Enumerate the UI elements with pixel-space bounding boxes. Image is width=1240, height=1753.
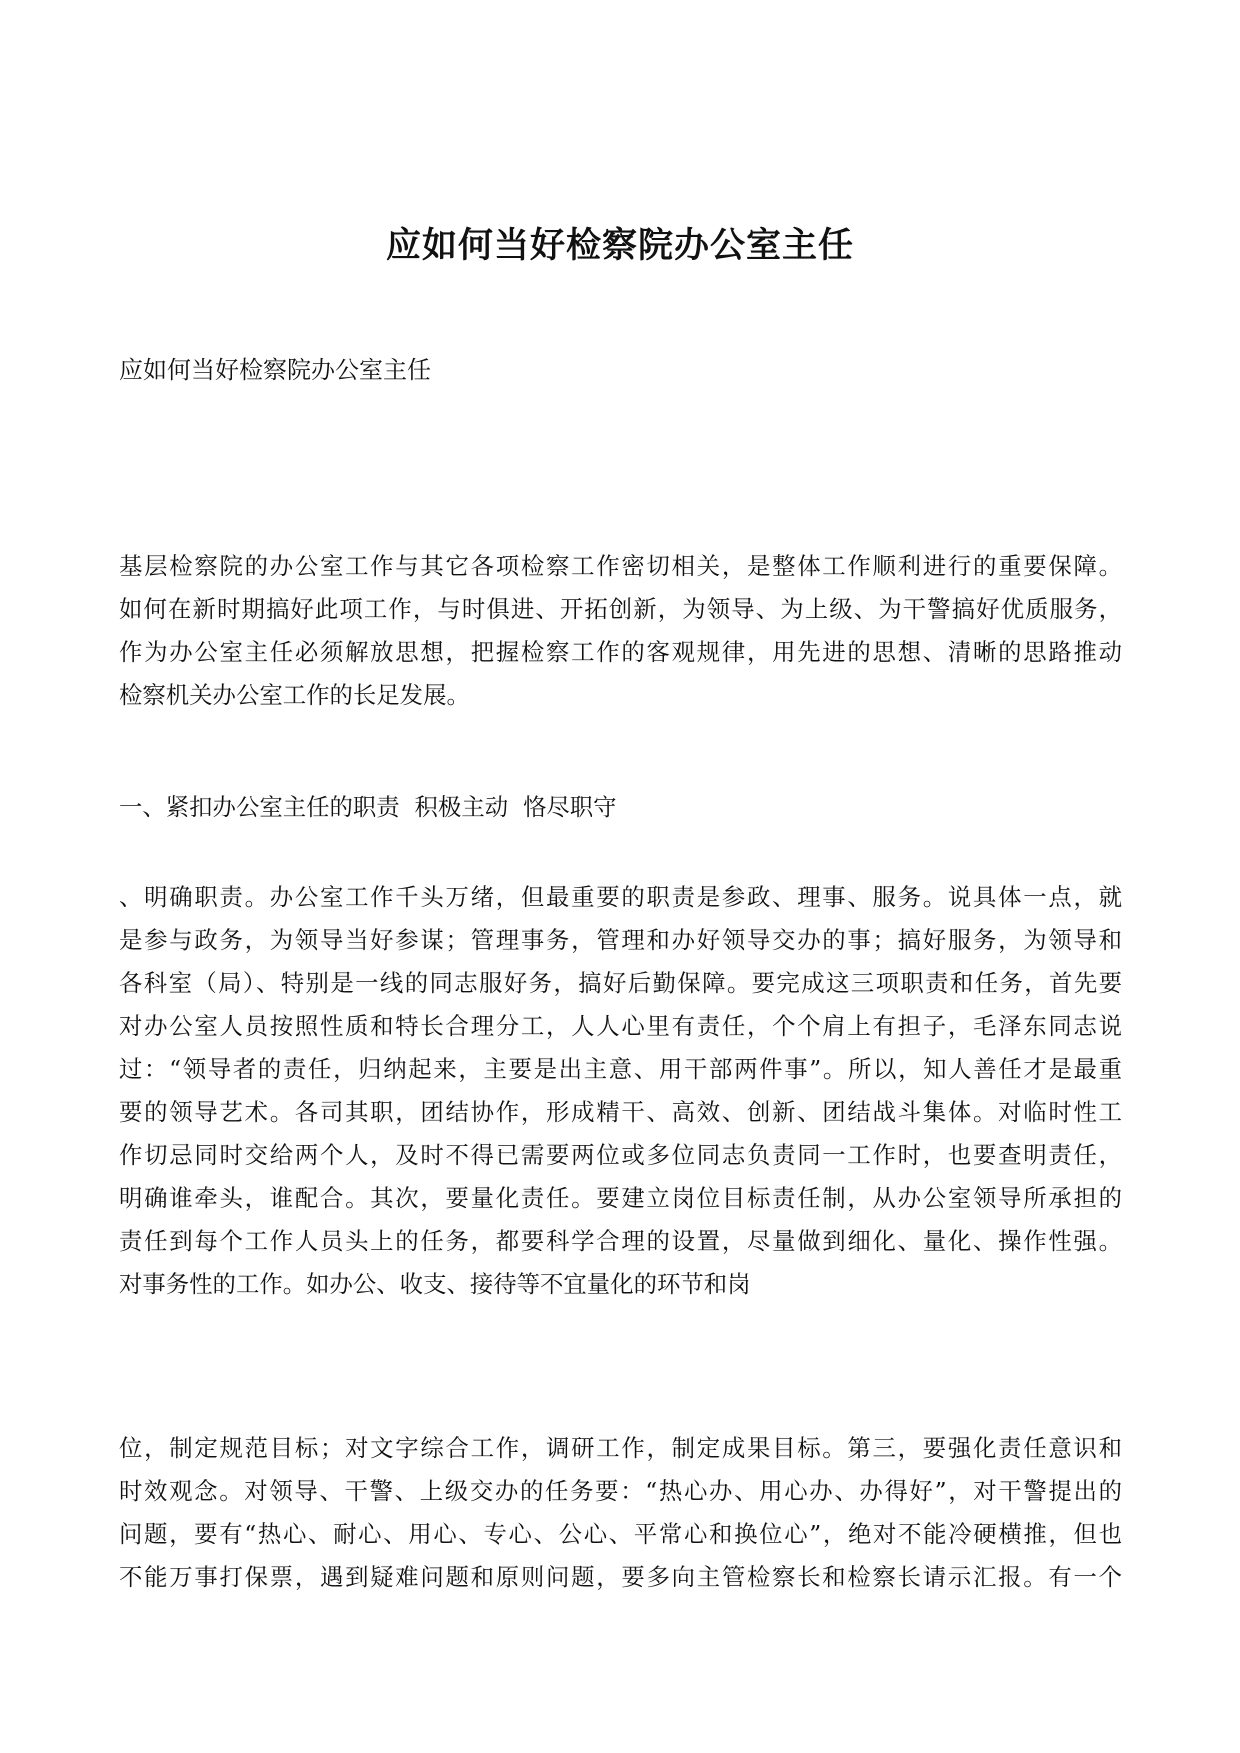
paragraph-line: 时效观念。对领导、干警、上级交办的任务要：“热心办、用心办、办得好”，对干警提出的 [119, 1477, 1122, 1505]
paragraph-line: 如何在新时期搞好此项工作，与时俱进、开拓创新，为领导、为上级、为干警搞好优质服务， [119, 595, 1122, 623]
paragraph-line: 对事务性的工作。如办公、收支、接待等不宜量化的环节和岗 [119, 1270, 751, 1298]
document-subtitle: 应如何当好检察院办公室主任 [119, 356, 431, 384]
paragraph-line: 对办公室人员按照性质和特长合理分工，人人心里有责任，个个肩上有担子，毛泽东同志说 [119, 1012, 1122, 1040]
section-paragraph-continued [119, 1427, 1122, 1599]
paragraph-line: 基层检察院的办公室工作与其它各项检察工作密切相关，是整体工作顺利进行的重要保障。 [119, 552, 1122, 580]
section-paragraph [119, 876, 1122, 1306]
paragraph-line: 位，制定规范目标；对文字综合工作，调研工作，制定成果目标。第三，要强化责任意识和 [119, 1434, 1122, 1462]
paragraph-line: 作切忌同时交给两个人，及时不得已需要两位或多位同志负责同一工作时，也要查明责任， [119, 1141, 1122, 1169]
paragraph-line: 作为办公室主任必须解放思想，把握检察工作的客观规律，用先进的思想、清晰的思路推动 [119, 638, 1122, 666]
paragraph-line: 、明确职责。办公室工作千头万绪，但最重要的职责是参政、理事、服务。说具体一点，就 [119, 883, 1122, 911]
paragraph-line: 明确谁牵头，谁配合。其次，要量化责任。要建立岗位目标责任制，从办公室领导所承担的 [119, 1184, 1122, 1212]
intro-paragraph [119, 545, 1122, 717]
paragraph-line: 要的领导艺术。各司其职，团结协作，形成精干、高效、创新、团结战斗集体。对临时性工 [119, 1098, 1122, 1126]
paragraph-line: 过：“领导者的责任，归纳起来，主要是出主意、用干部两件事”。所以，知人善任才是最重 [119, 1055, 1122, 1083]
paragraph-line: 是参与政务，为领导当好参谋；管理事务，管理和办好领导交办的事；搞好服务，为领导和 [119, 926, 1122, 954]
paragraph-line: 各科室（局）、特别是一线的同志服好务，搞好后勤保障。要完成这三项职责和任务，首先要 [119, 969, 1122, 997]
paragraph-line: 问题，要有“热心、耐心、用心、专心、公心、平常心和换位心”，绝对不能冷硬横推，但也 [119, 1520, 1122, 1548]
document-title: 应如何当好检察院办公室主任 [385, 225, 854, 266]
paragraph-line: 责任到每个工作人员头上的任务，都要科学合理的设置，尽量做到细化、量化、操作性强。 [119, 1227, 1122, 1255]
paragraph-line: 检察机关办公室工作的长足发展。 [119, 681, 470, 709]
section-heading: 一、紧扣办公室主任的职责 积极主动 恪尽职守 [119, 793, 617, 821]
paragraph-line: 不能万事打保票，遇到疑难问题和原则问题，要多向主管检察长和检察长请示汇报。有一个 [119, 1563, 1122, 1591]
